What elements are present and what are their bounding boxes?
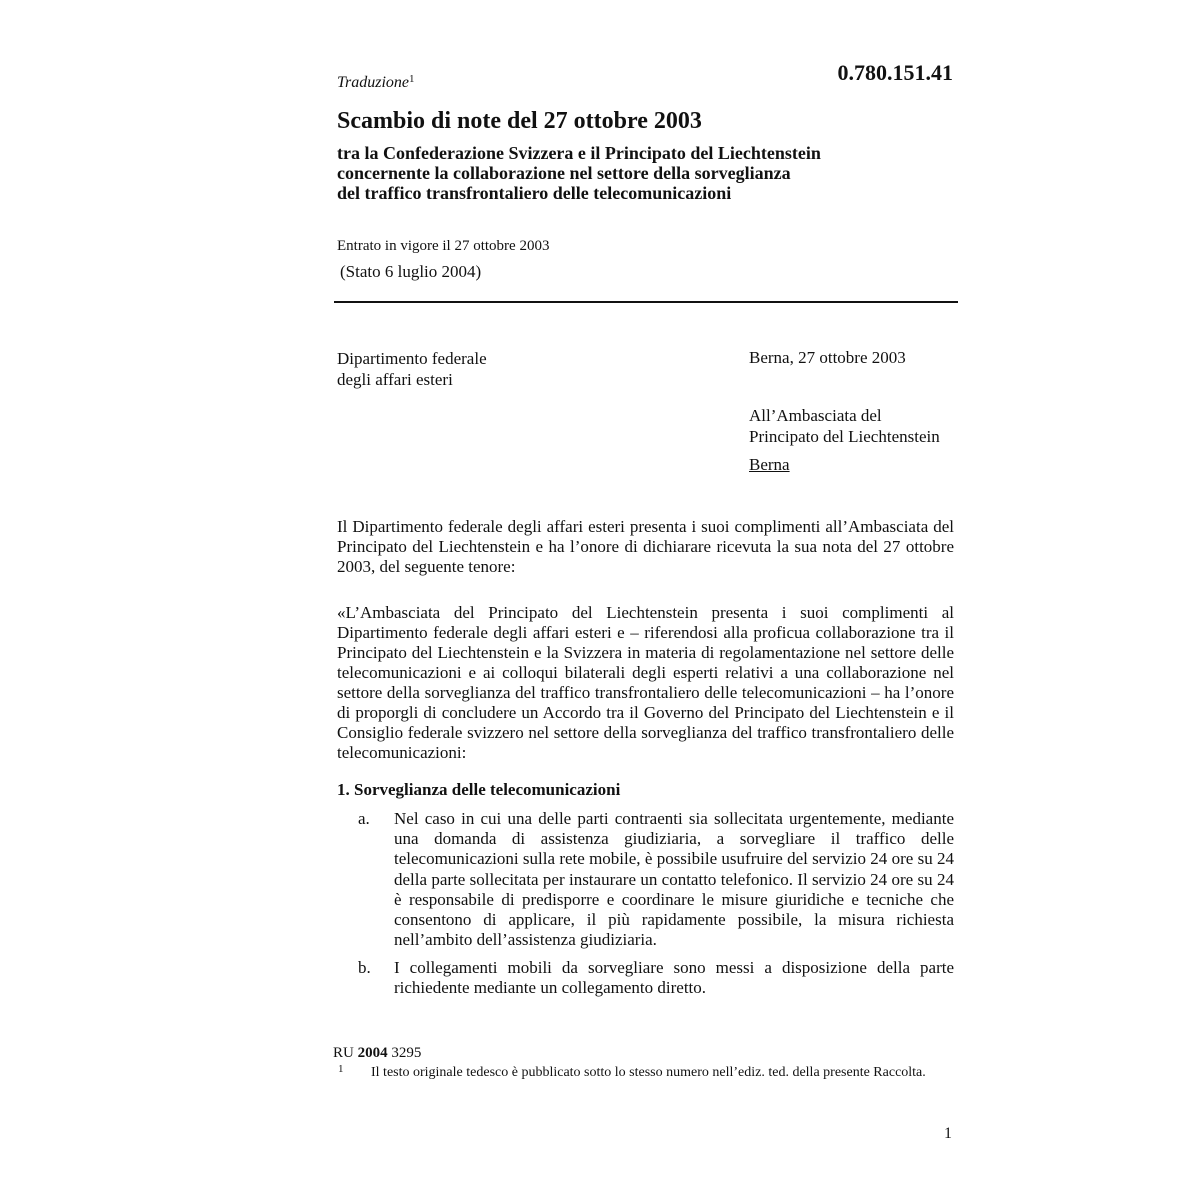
document-title: Scambio di note del 27 ottobre 2003 (337, 108, 702, 134)
header-divider (334, 301, 958, 303)
sender-line: Dipartimento federale (337, 349, 487, 368)
subtitle-line: concernente la collaborazione nel settore della sorveglianza (337, 163, 791, 183)
subtitle-line: del traffico transfrontaliero delle telecomunicazioni (337, 183, 732, 203)
paragraph-intro: Il Dipartimento federale degli affari esteri presenta i suoi complimenti all’Ambasciata del Principato del Liechtenstein e ha l’onore di dichiarare ricevuta la sua nota del 27 ottobre 2003, del seguente tenore: (337, 517, 954, 576)
list-item (337, 958, 954, 1002)
recipient-line: Principato del Liechtenstein (749, 427, 940, 446)
paragraph-quoted-note: «L’Ambasciata del Principato del Liechtenstein presenta i suoi complimenti al Dipartimento federale degli affari esteri e – riferendosi alla proficua collaborazione tra il Principato del Liechtenstein e la Svizzera in materia di regolamentazione nel settore delle telecomunicazioni e ai colloqui bilaterali degli esperti relativi a una collaborazione nel settore della sorveglianza del traffico transfrontaliero delle telecomunicazioni – ha l’onore di proporgli di concludere un Accordo tra il Governo del Principato del Liechtenstein e il Consiglio federale svizzero nel settore della sorveglianza del traffico transfrontaliero delle telecomunicazioni: (337, 603, 954, 762)
status-date: (Stato 6 luglio 2004) (340, 262, 482, 281)
page-number: 1 (944, 1125, 952, 1142)
recipient-city: Berna (749, 455, 790, 474)
footnote-text: Il testo originale tedesco è pubblicato sotto lo stesso numero nell’ediz. ted. della presente Raccolta. (371, 1065, 926, 1080)
subtitle-line: tra la Confederazione Svizzera e il Principato del Liechtenstein (337, 143, 821, 163)
list-item-text: I collegamenti mobili da sorvegliare sono messi a disposizione della parte richiedente mediante un collegamento diretto. (394, 958, 954, 998)
list-item-text: Nel caso in cui una delle parti contraenti sia sollecitata urgentemente, mediante una domanda di assistenza giudiziaria, a sorvegliare il traffico delle telecomunicazioni sulla rete mobile, è possibile usufruire del servizio 24 ore su 24 della parte sollecitata per instaurare un contatto telefonico. Il servizio 24 ore su 24 è responsabile di predisporre e coordinare le misure giuridiche e tecniche che consentono di applicare, il più rapidamente possibile, la misura richiesta nell’ambito dell’assistenza giudiziaria. (394, 809, 954, 950)
sr-number: 0.780.151.41 (837, 60, 953, 85)
section-heading: 1. Sorveglianza delle telecomunicazioni (337, 780, 621, 799)
sender-line: degli affari esteri (337, 370, 453, 389)
recipient-line: All’Ambasciata del (749, 406, 882, 425)
entry-into-force: Entrato in vigore il 27 ottobre 2003 (337, 238, 550, 254)
ru-reference: RU 2004 3295 (333, 1045, 422, 1061)
place-date: Berna, 27 ottobre 2003 (749, 348, 906, 367)
sender-block (337, 348, 487, 390)
footnote-marker: 1 (338, 1063, 344, 1075)
footnote-ref[interactable]: 1 (409, 73, 415, 85)
translation-label: Traduzione$^1$ (337, 73, 415, 91)
list-marker: b. (358, 958, 371, 977)
recipient-block (749, 405, 940, 475)
document-subtitle (337, 143, 821, 203)
list-marker: a. (358, 809, 370, 828)
list-item (337, 809, 954, 973)
